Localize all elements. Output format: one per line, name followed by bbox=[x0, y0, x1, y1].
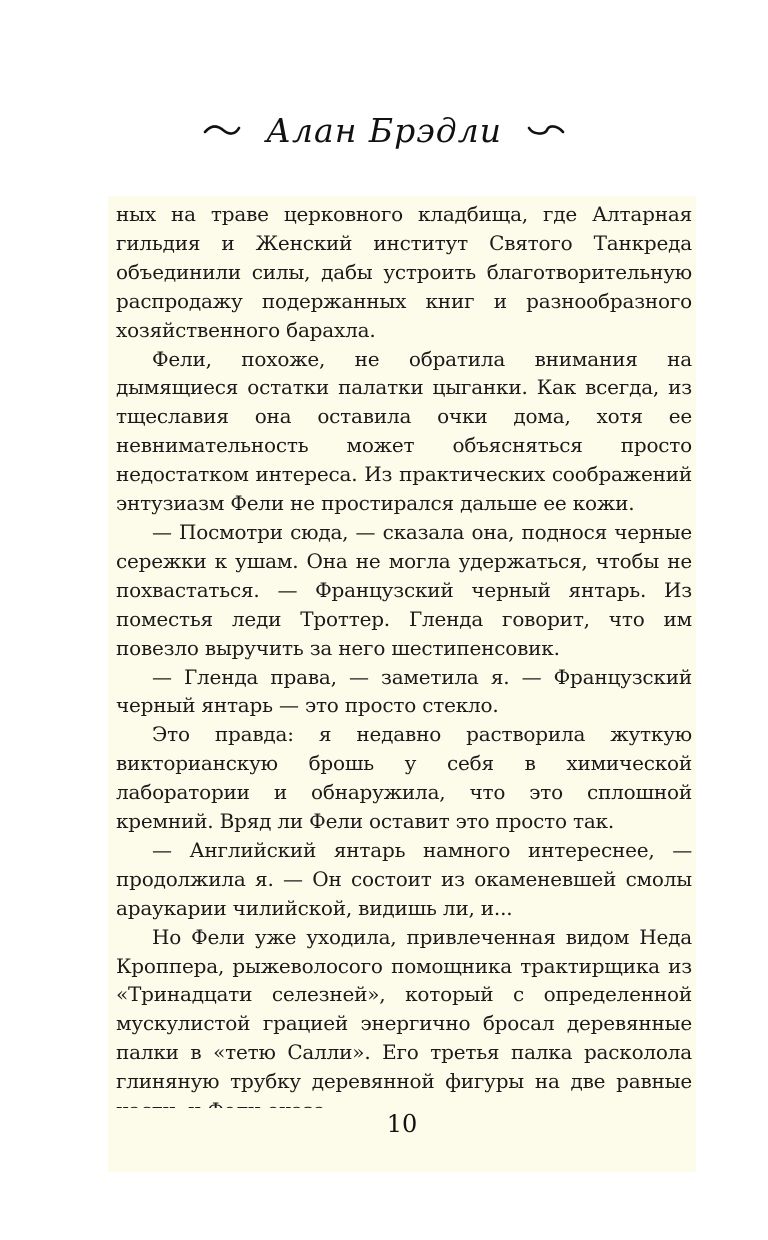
paragraph: Но Фели уже уходила, привлеченная видом Неда Кроппера, рыжеволосого помощника трактирщика из «Тринадцати селезней», который с определенной мускулистой грацией энергично бросал деревянные палки в «тетю Салли». Его третья палка расколола глиняную трубку деревянной фигуры на две равные bbox=[116, 924, 692, 1094]
paragraph: ных на траве церковного кладбища, где Алтарная гильдия и Женский институт Святого Танкреда объединили силы, дабы устроить благотворительную распродажу подержанных книг и разнообразного хозяйственного барахла. bbox=[116, 202, 692, 342]
paragraph: — Гленда права, — заметила я. — Французский черный янтарь — это просто стекло. bbox=[116, 664, 692, 718]
paragraph: — Английский янтарь намного интереснее, — продолжила я. — Он состоит из окаменевшей смолы араукарии чилийской, видишь ли, и... bbox=[116, 837, 692, 920]
author-name: Алан Брэдли bbox=[266, 110, 502, 150]
paragraph: Это правда: я недавно растворила жуткую викторианскую брошь у себя в химической лаборатории и обнаружила, что это сплошной кремний. Вряд ли Фели оставит это просто так. bbox=[116, 722, 692, 834]
right-swash-ornament bbox=[527, 123, 565, 137]
paragraph: — Посмотри сюда, — сказала она, поднося черные сережки к ушам. Она не могла удержаться, чтобы не похвастаться. — Французский черный янтарь. Из поместья леди Троттер. Гленда говорит, что им повезло выручить за него шестипенсовик. bbox=[116, 519, 692, 660]
page-footer bbox=[108, 1108, 696, 1172]
left-swash-ornament bbox=[203, 123, 241, 137]
paragraph: Фели, похоже, не обратила внимания на дымящиеся остатки палатки цыганки. Как всегда, из тщеславия она оставила очки дома, хотя ее невнимательность может объясняться просто недостатком интереса. Из практических соображений энтузиазм Фели не простирался дальше ее кожи. bbox=[116, 346, 692, 516]
body-text bbox=[108, 196, 696, 1108]
page-number: 10 bbox=[386, 1110, 418, 1138]
running-header bbox=[0, 108, 768, 150]
